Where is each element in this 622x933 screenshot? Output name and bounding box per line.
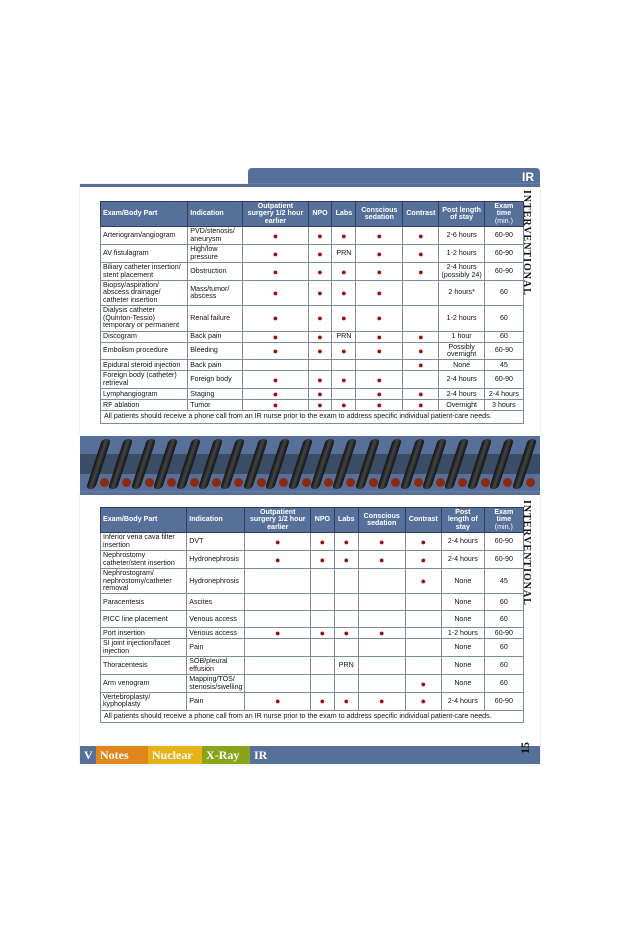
cell-time: 45 [484,569,523,594]
cell-indication: Venous access [187,611,245,628]
cell-exam: Epidural steroid injection [101,360,188,371]
cell-indication: Renal failure [188,306,243,331]
cell-sedation [358,611,405,628]
cell-labs: PRN [332,331,356,342]
cell-time: 60 [484,306,523,331]
cell-npo [311,675,335,693]
cell-outpatient [245,569,311,594]
cell-indication: Ascites [187,594,245,611]
cell-npo: ● [311,533,335,551]
cell-stay: 2-4 hours (possibly 24) [439,263,484,281]
cell-exam: AV fistulagram [101,245,188,263]
cell-contrast: ● [403,400,439,411]
cell-sedation: ● [356,342,403,360]
binding-hole [100,478,109,487]
cell-contrast: ● [405,675,441,693]
cell-time: 60-90 [484,551,523,569]
cell-stay: 1-2 hours [439,245,484,263]
cell-exam: RF ablation [101,400,188,411]
bottom-sheet [80,492,540,765]
cell-labs: ● [332,263,356,281]
cell-exam: Biopsy/aspiration/ abscess drainage/ catheter insertion [101,280,188,305]
cell-labs: ● [332,371,356,389]
cell-labs: PRN [332,245,356,263]
cell-exam: PICC line placement [101,611,187,628]
cell-labs [332,389,356,400]
cell-labs: ● [332,342,356,360]
cell-contrast [405,594,441,611]
cell-indication: Hydronephrosis [187,551,245,569]
cell-time: 60 [484,675,523,693]
cell-outpatient: ● [243,400,308,411]
tab-v[interactable]: V [80,746,100,764]
cell-exam: Paracentesis [101,594,187,611]
cell-sedation [358,657,405,675]
tab-ir[interactable]: IR [250,746,294,764]
cell-contrast: ● [405,693,441,711]
col-header-time: Exam time (min.) [484,508,523,533]
cell-indication: Bleeding [188,342,243,360]
cell-outpatient: ● [245,533,311,551]
cell-npo: ● [308,331,332,342]
cell-stay: None [439,360,484,371]
cell-indication: PVD/stenosis/ aneurysm [188,227,243,245]
cell-exam: Nephrostogram/ nephrostomy/catheter removal [101,569,187,594]
tab-nuclear[interactable]: Nuclear [148,746,206,764]
cell-npo: ● [311,693,335,711]
cell-exam: Dialysis catheter (Quinton-Tessio) temporary or permanent [101,306,188,331]
binding-hole [302,478,311,487]
col-header-indication: Indication [187,508,245,533]
cell-outpatient: ● [243,342,308,360]
cell-time: 60-90 [484,245,523,263]
cell-contrast: ● [403,342,439,360]
cell-indication: Obstruction [188,263,243,281]
cell-stay: None [441,675,484,693]
cell-time: 60 [484,280,523,305]
cell-outpatient: ● [243,389,308,400]
cell-stay: None [441,569,484,594]
binding-hole [122,478,131,487]
table-row [101,389,524,400]
cell-time: 60 [484,331,523,342]
cell-sedation: ● [358,533,405,551]
col-header-time: Exam time (min.) [484,202,523,227]
ir-tab-label: IR [522,170,534,184]
col-header-contrast: Contrast [403,202,439,227]
side-label-bottom: INTERVENTIONAL [521,500,532,606]
cell-time: 60-90 [484,693,523,711]
cell-outpatient: ● [245,628,311,639]
cell-outpatient [243,360,308,371]
cell-time: 3 hours [484,400,523,411]
cell-time: 60 [484,657,523,675]
binding-hole [324,478,333,487]
cell-labs: ● [334,533,358,551]
cell-outpatient: ● [243,227,308,245]
cell-outpatient: ● [245,693,311,711]
cell-npo [311,639,335,657]
cell-labs [332,360,356,371]
cell-sedation [358,594,405,611]
table-row [101,227,524,245]
time-unit: (min.) [494,522,513,531]
cell-npo: ● [308,400,332,411]
cell-labs [334,675,358,693]
cell-sedation: ● [356,389,403,400]
cell-indication: Mass/tumor/ abscess [188,280,243,305]
cell-stay: 2-4 hours [441,693,484,711]
top-table [100,201,524,424]
cell-stay: None [441,639,484,657]
cell-time: 60 [484,611,523,628]
cell-contrast [403,306,439,331]
table-row [101,371,524,389]
binding-hole [167,478,176,487]
footnote-row [101,710,524,722]
table-row [101,594,524,611]
cell-contrast: ● [405,533,441,551]
cell-contrast: ● [403,360,439,371]
table-row [101,400,524,411]
cell-exam: Foreign body (catheter) retrieval [101,371,188,389]
table-row [101,360,524,371]
cell-sedation: ● [358,551,405,569]
col-header-npo: NPO [311,508,335,533]
cell-stay: 1-2 hours [441,628,484,639]
table-row [101,611,524,628]
cell-indication: SOB/pleural effusion [187,657,245,675]
cell-outpatient: ● [243,245,308,263]
cell-time: 60 [484,594,523,611]
cell-labs: PRN [334,657,358,675]
cell-sedation [356,360,403,371]
cell-contrast: ● [403,389,439,400]
cell-time: 60-90 [484,227,523,245]
cell-labs [334,594,358,611]
cell-npo: ● [308,263,332,281]
cell-outpatient: ● [243,280,308,305]
cell-exam: Vertebroplasty/ kyphoplasty [101,693,187,711]
cell-npo: ● [308,371,332,389]
cell-npo: ● [308,227,332,245]
cell-sedation: ● [356,306,403,331]
cell-exam: Discogram [101,331,188,342]
page-number: 15 [518,742,532,754]
top-sheet [80,184,540,437]
cell-exam: Inferior vena cava filter insertion [101,533,187,551]
cell-sedation: ● [356,245,403,263]
cell-labs: ● [334,693,358,711]
table-row [101,639,524,657]
col-header-npo: NPO [308,202,332,227]
cell-exam: Arm venogram [101,675,187,693]
table-row [101,569,524,594]
table-row [101,675,524,693]
col-header-outpatient: Outpatient surgery 1/2 hour earlier [243,202,308,227]
table-row [101,551,524,569]
table-row [101,693,524,711]
cell-stay: 2-4 hours [439,371,484,389]
cell-indication: Staging [188,389,243,400]
cell-npo: ● [308,245,332,263]
table-row [101,263,524,281]
cell-outpatient [245,639,311,657]
cell-stay: Overnight [439,400,484,411]
cell-time: 60-90 [484,342,523,360]
cell-labs: ● [332,306,356,331]
table-row [101,331,524,342]
cell-sedation: ● [356,263,403,281]
table-row [101,280,524,305]
cell-contrast [405,628,441,639]
cell-npo: ● [308,280,332,305]
cell-npo [311,569,335,594]
cell-stay: 2-4 hours [441,551,484,569]
cell-time: 60-90 [484,533,523,551]
cell-indication: Pain [187,639,245,657]
cell-labs: ● [332,280,356,305]
tab-notes[interactable]: Notes [96,746,152,764]
cell-labs [334,569,358,594]
cell-npo: ● [311,551,335,569]
binding-hole [257,478,266,487]
cell-npo: ● [308,389,332,400]
cell-sedation: ● [356,400,403,411]
cell-time: 2-4 hours [484,389,523,400]
cell-sedation [358,675,405,693]
cell-time: 60-90 [484,628,523,639]
cell-stay: None [441,611,484,628]
cell-stay: 2-4 hours [439,389,484,400]
cell-labs: ● [334,551,358,569]
col-header-sedation: Conscious sedation [356,202,403,227]
header-row [101,508,524,533]
cell-stay: 2 hours* [439,280,484,305]
col-header-contrast: Contrast [405,508,441,533]
col-header-exam: Exam/Body Part [101,508,187,533]
cell-time: 60-90 [484,371,523,389]
cell-exam: Embolism procedure [101,342,188,360]
col-header-sedation: Conscious sedation [358,508,405,533]
cell-stay: 1-2 hours [439,306,484,331]
binding-hole [414,478,423,487]
cell-npo [311,594,335,611]
binding-hole [190,478,199,487]
cell-npo [308,360,332,371]
binding-hole [436,478,445,487]
header-row [101,202,524,227]
cell-outpatient: ● [243,306,308,331]
col-header-indication: Indication [188,202,243,227]
cell-labs [334,639,358,657]
cell-stay: None [441,594,484,611]
cell-npo: ● [308,342,332,360]
table-row [101,306,524,331]
cell-npo [311,657,335,675]
col-header-labs: Labs [332,202,356,227]
cell-exam: Lymphangiogram [101,389,188,400]
cell-contrast: ● [405,551,441,569]
cell-labs: ● [332,227,356,245]
cell-sedation: ● [358,628,405,639]
cell-sedation [358,639,405,657]
col-header-outpatient: Outpatient surgery 1/2 hour earlier [245,508,311,533]
cell-sedation: ● [356,371,403,389]
binding-hole [145,478,154,487]
cell-labs: ● [332,400,356,411]
cell-exam: Thoracentesis [101,657,187,675]
binding-hole [391,478,400,487]
cell-indication: Back pain [188,331,243,342]
cell-stay: None [441,657,484,675]
col-header-stay: Post length of stay [439,202,484,227]
binding-hole [481,478,490,487]
cell-npo: ● [308,306,332,331]
table-row [101,657,524,675]
binding-hole [346,478,355,487]
side-label-top: INTERVENTIONAL [521,190,532,296]
binding-hole [458,478,467,487]
cell-stay: 1 hour [439,331,484,342]
cell-npo [311,611,335,628]
table-row [101,342,524,360]
cell-npo: ● [311,628,335,639]
binding-hole [234,478,243,487]
cell-indication: DVT [187,533,245,551]
binding-hole [526,478,535,487]
cell-exam: Biliary catheter insertion/ stent placement [101,263,188,281]
cell-outpatient: ● [243,263,308,281]
cell-time: 60 [484,639,523,657]
table-row [101,628,524,639]
binding-hole [369,478,378,487]
cell-exam: Nephrostomy catheter/stent insertion [101,551,187,569]
binding-hole [503,478,512,487]
cell-contrast: ● [403,227,439,245]
cell-indication: High/low pressure [188,245,243,263]
table-row [101,533,524,551]
col-header-stay: Post length of stay [441,508,484,533]
footnote: All patients should receive a phone call from an IR nurse prior to the exam to address specific individual patient-care needs. [101,411,524,423]
cell-outpatient [245,657,311,675]
binding-hole [212,478,221,487]
cell-outpatient [245,594,311,611]
cell-indication: Hydronephrosis [187,569,245,594]
cell-exam: SI joint injection/facet injection [101,639,187,657]
cell-contrast [403,280,439,305]
cell-indication: Back pain [188,360,243,371]
col-header-labs: Labs [334,508,358,533]
binding-hole [279,478,288,487]
cell-labs [334,611,358,628]
cell-contrast [403,371,439,389]
cell-outpatient: ● [245,551,311,569]
cell-contrast [405,639,441,657]
col-header-exam: Exam/Body Part [101,202,188,227]
cell-indication: Tumor [188,400,243,411]
cell-contrast: ● [403,245,439,263]
cell-indication: Venous access [187,628,245,639]
cell-contrast [405,657,441,675]
cell-sedation [358,569,405,594]
cell-outpatient: ● [243,331,308,342]
cell-indication: Mapping/TOS/ stenosis/swelling [187,675,245,693]
cell-contrast: ● [403,331,439,342]
time-unit: (min.) [494,216,513,225]
bottom-table [100,507,524,723]
cell-labs: ● [334,628,358,639]
cell-contrast: ● [405,569,441,594]
cell-sedation: ● [358,693,405,711]
table-row [101,245,524,263]
cell-outpatient [245,611,311,628]
cell-outpatient: ● [243,371,308,389]
tab-xray[interactable]: X-Ray [202,746,254,764]
cell-outpatient [245,675,311,693]
spiral-binding [80,436,540,492]
cell-stay: 2-4 hours [441,533,484,551]
cell-exam: Arteriogram/angiogram [101,227,188,245]
cell-time: 45 [484,360,523,371]
cell-contrast: ● [403,263,439,281]
cell-contrast [405,611,441,628]
cell-exam: Port insertion [101,628,187,639]
cell-sedation: ● [356,331,403,342]
footnote-row [101,411,524,423]
cell-sedation: ● [356,227,403,245]
cell-sedation: ● [356,280,403,305]
cell-indication: Foreign body [188,371,243,389]
cell-stay: Possibly overnight [439,342,484,360]
cell-indication: Pain [187,693,245,711]
cell-time: 60-90 [484,263,523,281]
cell-stay: 2-6 hours [439,227,484,245]
footnote: All patients should receive a phone call from an IR nurse prior to the exam to address specific individual patient-care needs. [101,710,524,722]
